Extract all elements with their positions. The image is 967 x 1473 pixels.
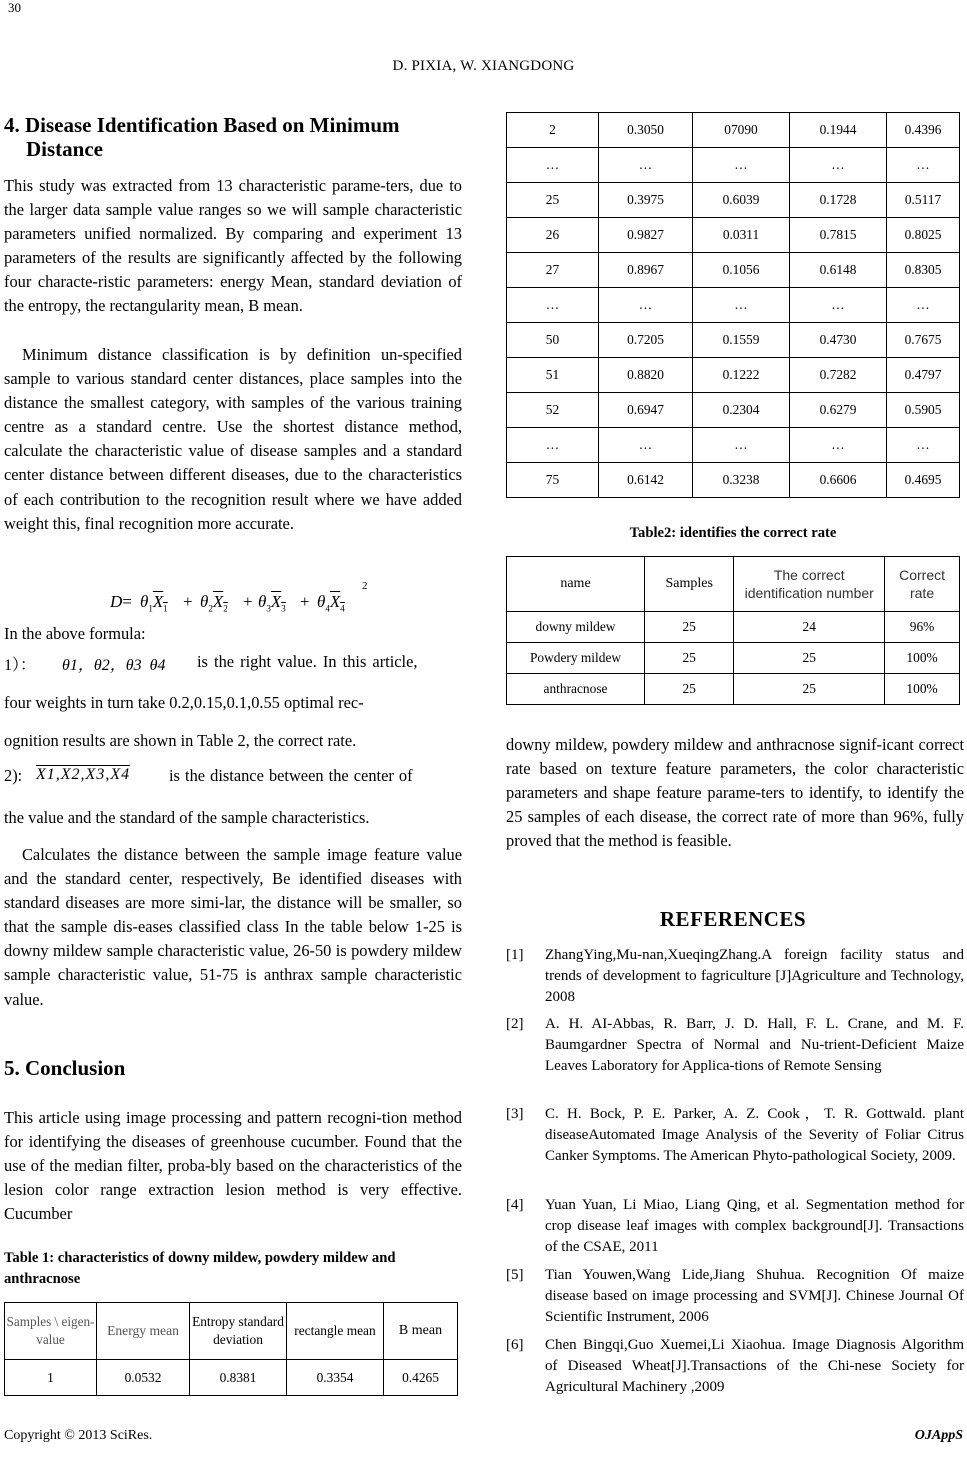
references-heading: REFERENCES [659, 907, 807, 931]
table-cell: 25 [507, 183, 599, 218]
table-cell: … [599, 148, 693, 183]
table-cell: 26 [507, 218, 599, 253]
table-1-cell: 1 [5, 1360, 97, 1396]
table-cell: 0.8305 [887, 253, 960, 288]
table-cell: 51 [507, 358, 599, 393]
table-cell: 0.4695 [887, 463, 960, 498]
table-cell: 0.8025 [887, 218, 960, 253]
formula-term-4: $\theta_4X_4$ [317, 592, 345, 614]
table-cell: 0.9827 [599, 218, 693, 253]
item-1-prefix: 1）： [4, 657, 37, 674]
table-1-cell: 0.4265 [384, 1360, 458, 1396]
table-1-continued [506, 112, 960, 498]
table-cell: 75 [507, 463, 599, 498]
table-2-header-name: name [507, 557, 645, 612]
table-row [507, 323, 960, 358]
table-cell: 07090 [693, 113, 790, 148]
table-cell: … [790, 288, 887, 323]
table-cell: 100% [885, 674, 960, 705]
table-cell: 0.0311 [693, 218, 790, 253]
table-cell: 0.1222 [693, 358, 790, 393]
table-cell: 0.6142 [599, 463, 693, 498]
table-cell: … [693, 288, 790, 323]
table-cell: 0.4730 [790, 323, 887, 358]
table-cell: 27 [507, 253, 599, 288]
table-cell: … [887, 288, 960, 323]
table-1-cell: 0.8381 [190, 1360, 287, 1396]
table-row [507, 288, 960, 323]
section-5-heading: 5. Conclusion [4, 1056, 126, 1080]
table-cell: … [887, 148, 960, 183]
table-cell: 0.7282 [790, 358, 887, 393]
item-2-prefix: 2): [4, 766, 23, 785]
table-cell: 24 [734, 612, 885, 643]
table-cell: 0.1559 [693, 323, 790, 358]
table-cell: 52 [507, 393, 599, 428]
item-1-cont-1: four weights in turn take 0.2,0.15,0.1,0.55 optimal rec- [4, 693, 364, 712]
table-cell: 25 [645, 643, 734, 674]
conclusion-continued: downy mildew, powdery mildew and anthracnose signif-icant correct rate based on texture feature parameters, the color characteristic parameters and shape feature parame-ters to identify, to identify the 25 samples of each disease, the correct rate of more than 96%, fully proved that the method is feasible. [506, 735, 964, 851]
table-2 [506, 556, 960, 705]
table-cell: 0.7205 [599, 323, 693, 358]
table-cell: downy mildew [507, 612, 645, 643]
section-4-title-line1: 4. Disease Identification Based on Minimum [4, 113, 400, 137]
table-1-cell: 0.3354 [287, 1360, 384, 1396]
running-head: D. PIXIA, W. XIANGDONG [392, 58, 575, 74]
table-cell: 25 [645, 612, 734, 643]
table-1-continued-body [507, 113, 960, 498]
reference-3: [3] C. H. Bock, P. E. Parker, A. Z. Cook，T. R. Gottwald. plant diseaseAutomated Image Analysis of the Severity of Foliar Citrus Canker Symptoms. The American Phyto-pathological Society, 2009. [506, 1106, 964, 1164]
table-cell: 0.8967 [599, 253, 693, 288]
table-1-header-rectangle: rectangle mean [287, 1303, 384, 1360]
table-cell: 0.1056 [693, 253, 790, 288]
table-cell: … [599, 428, 693, 463]
page-number: 30 [8, 0, 21, 15]
item-1-thetas: θ1，θ2，θ3 θ4 [62, 657, 166, 674]
reference-2: [2] A. H. AI-Abbas, R. Barr, J. D. Hall, F. L. Crane, and M. F. Baumgardner Spectra of Normal and Nu-trient-Deficient Maize Leaves Laboratory for Applica-tions of Remote Sensing [506, 1016, 964, 1074]
table-cell: 50 [507, 323, 599, 358]
reference-6: [6] Chen Bingqi,Guo Xuemei,Li Xiaohua. Image Diagnosis Algorithm of Diseased Wheat[J].Transactions of the Chi-nese Society for Agricultural Machinery ,2009 [506, 1337, 964, 1395]
item-2-text: is the distance between the center of [169, 766, 413, 785]
table-cell: 25 [734, 674, 885, 705]
table-cell: … [693, 428, 790, 463]
distance-formula: D= $\theta_1X_1$ + $\theta_2X_2$ + $\theta_3X_3$ + $\theta_4X_4$ 2 [110, 580, 368, 614]
table-cell: … [507, 148, 599, 183]
table-1-header-energy: Energy mean [97, 1303, 190, 1360]
item-1-text: is the right value. In this article, [197, 652, 418, 671]
section-5-para: This article using image processing and pattern recogni-tion method for identifying the diseases of greenhouse cucumber. Found that the use of the median filter, proba-bly based on the characteristics of the lesion color range extraction lesion method is very effective. Cucumber [4, 1108, 462, 1224]
formula-term-1: $\theta_1X_1$ [140, 592, 168, 614]
item-1-line [4, 652, 462, 678]
table-1 [4, 1302, 458, 1396]
table-2-caption: Table2: identifies the correct rate [629, 525, 837, 541]
table-cell: 0.1728 [790, 183, 887, 218]
table-cell: … [887, 428, 960, 463]
table-1-header-entropy: Entropy standard deviation [190, 1303, 287, 1360]
table-1-header-samples: Samples \ eigen- value [5, 1303, 97, 1360]
table-cell: 0.3238 [693, 463, 790, 498]
table-row [507, 428, 960, 463]
table-cell: 0.6279 [790, 393, 887, 428]
table-cell: 100% [885, 643, 960, 674]
item-1-cont-2: ognition results are shown in Table 2, the correct rate. [4, 731, 357, 750]
table-cell: 0.5117 [887, 183, 960, 218]
table-1-caption: Table 1: characteristics of downy mildew, powdery mildew and anthracnose [4, 1250, 396, 1287]
table-cell: … [790, 148, 887, 183]
table-cell: … [693, 148, 790, 183]
table-2-header-rate: Correct rate [885, 557, 960, 612]
table-cell: 0.7675 [887, 323, 960, 358]
table-row [507, 218, 960, 253]
table-row [507, 113, 960, 148]
table-cell: Powdery mildew [507, 643, 645, 674]
table-row [507, 674, 960, 705]
table-2-header-identification: The correct identification number [734, 557, 885, 612]
in-formula-label: In the above formula: [4, 624, 146, 643]
table-cell: … [599, 288, 693, 323]
copyright: Copyright © 2013 SciRes. [4, 1428, 153, 1443]
section-4-para-3: Calculates the distance between the sample image feature value and the standard center, respectively, Be identified diseases with standard diseases are more simi-lar, the distance will be smaller, so that the sample dis-eases classified class In the table below 1-25 is downy mildew sample characteristic value, 26-50 is powdery mildew sample characteristic value, 51-75 is anthrax sample characteristic value. [4, 845, 462, 1009]
table-cell: 0.6039 [693, 183, 790, 218]
table-cell: 2 [507, 113, 599, 148]
table-row [507, 253, 960, 288]
table-cell: 0.8820 [599, 358, 693, 393]
formula-lhs: D= [110, 592, 132, 611]
table-cell: 0.3050 [599, 113, 693, 148]
table-cell: 96% [885, 612, 960, 643]
table-cell: … [790, 428, 887, 463]
table-1-header-bmean: B mean [384, 1303, 458, 1360]
table-row [507, 148, 960, 183]
table-row [507, 358, 960, 393]
item-2-cont: the value and the standard of the sample characteristics. [4, 808, 370, 827]
section-4-title-line2: Distance [26, 137, 103, 161]
reference-5: [5] Tian Youwen,Wang Lide,Jiang Shuhua. Recognition Of maize disease based on image processing and SVM[J]. Chinese Journal Of Scientific Instrument, 2006 [506, 1267, 964, 1325]
table-1-cell: 0.0532 [97, 1360, 190, 1396]
table-row [507, 612, 960, 643]
section-4-heading [4, 113, 462, 161]
table-cell: 0.6947 [599, 393, 693, 428]
table-cell: … [507, 428, 599, 463]
journal-name: OJAppS [914, 1428, 963, 1443]
reference-1: [1] ZhangYing,Mu-nan,XueqingZhang.A foreign facility status and trends of development to fagriculture [J]Agriculture and Technology, 2008 [506, 947, 964, 1005]
table-cell: … [507, 288, 599, 323]
section-4-para-2: Minimum distance classification is by definition un-specified sample to various standard center distances, place samples into the distance the smallest category, with samples of the various training centre as a standard centre. Use the shortest distance method, calculate the characteristic value of disease samples and a standard center distance between different diseases, due to the characteristics of each contribution to the recognition result where we have added weight this, final recognition more accurate. [4, 345, 462, 533]
table-row [507, 643, 960, 674]
table-cell: 0.6148 [790, 253, 887, 288]
reference-4: [4] Yuan Yuan, Li Miao, Liang Qing, et al. Segmentation method for crop disease leaf images with complex background[J]. Transactions of the CSAE, 2011 [506, 1197, 964, 1255]
item-2-line [4, 766, 462, 792]
table-cell: 0.4396 [887, 113, 960, 148]
table-row [507, 463, 960, 498]
table-cell: 0.7815 [790, 218, 887, 253]
table-cell: 0.2304 [693, 393, 790, 428]
table-row [507, 183, 960, 218]
formula-exponent: 2 [362, 580, 368, 592]
table-cell: 0.1944 [790, 113, 887, 148]
formula-term-2: $\theta_2X_2$ [200, 592, 228, 614]
table-1-header-row [5, 1303, 458, 1360]
table-cell: 0.4797 [887, 358, 960, 393]
table-cell: 0.5905 [887, 393, 960, 428]
table-2-header-row [507, 557, 960, 612]
table-cell: 25 [734, 643, 885, 674]
section-4-para-1: This study was extracted from 13 characteristic parame-ters, due to the larger data sample value ranges so we will sample characteristic parameters unified normalized. By comparing and experiment 13 parameters of the results are significantly affected by the following four characte-ristic parameters: energy Mean, standard deviation of the entropy, the rectangularity mean, B mean. [4, 176, 462, 316]
table-cell: 0.6606 [790, 463, 887, 498]
formula-term-3: $\theta_3X_3$ [258, 592, 286, 614]
table-row [5, 1360, 458, 1396]
table-2-header-samples: Samples [645, 557, 734, 612]
table-cell: 25 [645, 674, 734, 705]
table-cell: anthracnose [507, 674, 645, 705]
table-row [507, 393, 960, 428]
table-cell: 0.3975 [599, 183, 693, 218]
item-2-vars: X1,X2,X3,X4 [36, 766, 131, 783]
